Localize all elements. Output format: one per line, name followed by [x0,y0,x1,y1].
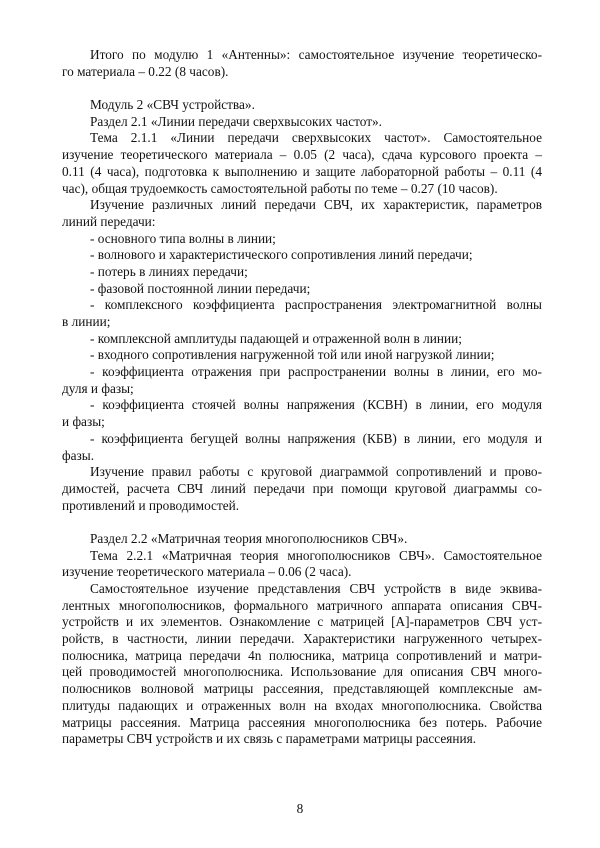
topic211-line: час), общая трудоемкость самостоятельной работы по теме – 0.27 (10 часов). [62,180,498,196]
section22-title: Раздел 2.2 «Матричная теория многополюсников СВЧ». [90,530,408,546]
matrix-paragraph-line: цей проводимостей многополюсника. Использование для описания СВЧ много- [62,664,542,680]
bullet-item: - коэффициента отражения при распространении волны в линии, его мо- [90,364,542,380]
bullet-item-cont: и фазы; [62,414,105,430]
spacer [62,80,542,97]
bullet-item-cont: в линии; [62,314,111,329]
bullet-item: - коэффициента стоячей волны напряжения (КСВН) в линии, его модуля [90,397,542,413]
topic211-line: 0.11 (4 часа), подготовка к выполнению и защите лабораторной работы – 0.11 (4 [62,163,542,179]
topic211-line: Тема 2.1.1 «Линии передачи сверхвысоких частот». Самостоятельное [90,130,542,146]
circle-diagram-line: противлений и проводимостей. [62,497,240,513]
topic211-line: изучение теоретического материала – 0.05 (2 часа), сдача курсового проекта – [62,147,542,163]
lines-intro-line: линий передачи: [62,213,156,229]
matrix-paragraph-line: лентных многополюсников, формального матричного аппарата описания СВЧ- [62,597,542,613]
matrix-paragraph-line: устройств и их элементов. Ознакомление с матрицей [А]-параметров СВЧ уст- [62,614,542,630]
matrix-paragraph-line: ройств, в частности, линии передачи. Характеристики нагруженного четырех- [62,631,542,647]
matrix-paragraph-line: полюсника, матрица передачи 4n полюсника, матрица сопротивлений и матри- [62,647,542,663]
topic221-line: изучение теоретического материала – 0.06 (2 часа). [62,564,352,580]
bullet-item: - потерь в линиях передачи; [90,263,248,279]
matrix-paragraph-line: Самостоятельное изучение представления СВЧ устройств в виде эквива- [90,581,542,596]
bullet-item: - входного сопротивления нагруженной той или иной нагрузкой линии; [90,347,495,363]
circle-diagram-line: Изучение правил работы с круговой диаграммой сопротивлений и прово- [90,464,542,480]
bullet-item-cont: дуля и фазы; [62,380,134,396]
matrix-paragraph-line: параметры СВЧ устройств и их связь с параметрами матрицы рассеяния. [62,731,477,747]
module2-title: Модуль 2 «СВЧ устройства». [90,97,255,113]
bullet-item: - комплексного коэффициента распространения электромагнитной волны [90,297,542,313]
page-body [62,47,542,748]
module1-total-line: го материала – 0.22 (8 часов). [62,63,229,79]
bullet-item: - комплексной амплитуды падающей и отраженной волн в линии; [90,330,462,346]
matrix-paragraph-line: полюсников волновой матрицы рассеяния, представляющей комплексные ам- [62,681,542,697]
page-number: 8 [296,801,304,816]
bullet-item: - коэффициента бегущей волны напряжения (КБВ) в линии, его модуля и [90,430,542,446]
matrix-paragraph-line: матрицы рассеяния. Матрица рассеяния многополюсника без потерь. Рабочие [62,714,542,730]
topic221-line: Тема 2.2.1 «Матричная теория многополюсников СВЧ». Самостоятельное [90,547,542,563]
matrix-paragraph-line: плитуды падающих и отраженных волн на входах многополюсника. Свойства [62,697,542,713]
circle-diagram-line: димостей, расчета СВЧ линий передачи при помощи круговой диаграммы со- [62,480,542,496]
module1-total-line: Итого по модулю 1 «Антенны»: самостоятельное изучение теоретическо- [90,47,542,62]
section21-title: Раздел 2.1 «Линии передачи сверхвысоких частот». [90,113,382,129]
bullet-item: - волнового и характеристического сопротивления линий передачи; [90,247,473,263]
bullet-item: - основного типа волны в линии; [90,230,276,246]
spacer [62,514,542,531]
lines-intro-line: Изучение различных линий передачи СВЧ, их характеристик, параметров [90,197,542,213]
bullet-item-cont: фазы. [62,447,95,463]
bullet-item: - фазовой постоянной линии передачи; [90,280,311,296]
